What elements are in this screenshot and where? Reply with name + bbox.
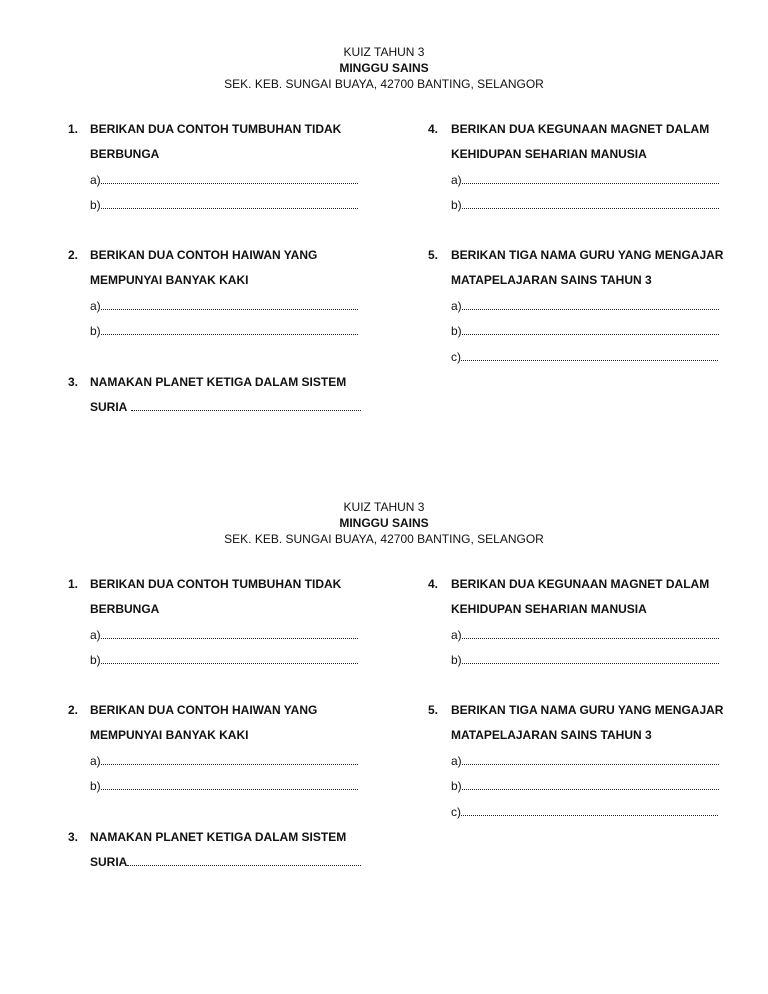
question-text-cont: BERBUNGA <box>90 602 160 616</box>
school-address: SEK. KEB. SUNGAI BUAYA, 42700 BANTING, SELANGOR <box>224 77 544 91</box>
question-text-cont: BERBUNGA <box>90 147 160 161</box>
quiz-header <box>0 499 768 547</box>
question-number: 4. <box>428 577 439 591</box>
question-number: 1. <box>68 122 79 136</box>
quiz-subtitle: MINGGU SAINS <box>339 516 429 530</box>
answer-line-a[interactable]: a) <box>451 172 719 188</box>
answer-line-a[interactable]: a) <box>90 753 358 769</box>
answer-line-b[interactable]: b) <box>451 323 719 339</box>
question-text: BERIKAN TIGA NAMA GURU YANG MENGAJAR <box>451 703 724 717</box>
question-text: BERIKAN TIGA NAMA GURU YANG MENGAJAR <box>451 248 724 262</box>
answer-line-b[interactable]: b) <box>90 323 358 339</box>
question-number: 2. <box>68 248 79 262</box>
question-text: BERIKAN DUA CONTOH HAIWAN YANG <box>90 703 318 717</box>
answer-line-b[interactable]: b) <box>451 778 719 794</box>
answer-line-a[interactable]: a) <box>451 627 719 643</box>
question-number: 1. <box>68 577 79 591</box>
question-text: BERIKAN DUA CONTOH TUMBUHAN TIDAK <box>90 122 342 136</box>
quiz-title: KUIZ TAHUN 3 <box>343 45 425 59</box>
school-address: SEK. KEB. SUNGAI BUAYA, 42700 BANTING, SELANGOR <box>224 532 544 546</box>
answer-line-c[interactable]: c) <box>451 804 718 820</box>
question-text-cont: KEHIDUPAN SEHARIAN MANUSIA <box>451 602 647 616</box>
question-text-cont: MATAPELAJARAN SAINS TAHUN 3 <box>451 728 652 742</box>
answer-line-b[interactable]: b) <box>90 197 358 213</box>
answer-line-b[interactable]: b) <box>451 197 719 213</box>
question-number: 2. <box>68 703 79 717</box>
answer-line-c[interactable]: c) <box>451 349 718 365</box>
question-number: 3. <box>68 830 79 844</box>
quiz-title: KUIZ TAHUN 3 <box>343 500 425 514</box>
question-text: NAMAKAN PLANET KETIGA DALAM SISTEM <box>90 375 347 389</box>
answer-line-suria[interactable]: SURIA <box>90 399 361 415</box>
question-text: BERIKAN DUA KEGUNAAN MAGNET DALAM <box>451 577 710 591</box>
answer-line-a[interactable]: a) <box>451 753 719 769</box>
question-text-cont: MATAPELAJARAN SAINS TAHUN 3 <box>451 273 652 287</box>
quiz-subtitle: MINGGU SAINS <box>339 61 429 75</box>
question-text: BERIKAN DUA KEGUNAAN MAGNET DALAM <box>451 122 710 136</box>
question-text-cont: KEHIDUPAN SEHARIAN MANUSIA <box>451 147 647 161</box>
answer-line-a[interactable]: a) <box>90 298 358 314</box>
question-text-cont: MEMPUNYAI BANYAK KAKI <box>90 273 249 287</box>
answer-line-a[interactable]: a) <box>90 172 358 188</box>
answer-line-suria[interactable]: SURIA <box>90 854 361 870</box>
question-number: 4. <box>428 122 439 136</box>
question-number: 3. <box>68 375 79 389</box>
question-text: NAMAKAN PLANET KETIGA DALAM SISTEM <box>90 830 347 844</box>
answer-line-a[interactable]: a) <box>90 627 358 643</box>
answer-line-b[interactable]: b) <box>90 652 358 668</box>
answer-line-b[interactable]: b) <box>90 778 358 794</box>
question-text-cont: MEMPUNYAI BANYAK KAKI <box>90 728 249 742</box>
question-text: BERIKAN DUA CONTOH HAIWAN YANG <box>90 248 318 262</box>
quiz-header <box>0 44 768 92</box>
answer-line-b[interactable]: b) <box>451 652 719 668</box>
question-number: 5. <box>428 248 439 262</box>
question-text: BERIKAN DUA CONTOH TUMBUHAN TIDAK <box>90 577 342 591</box>
answer-line-a[interactable]: a) <box>451 298 719 314</box>
question-number: 5. <box>428 703 439 717</box>
